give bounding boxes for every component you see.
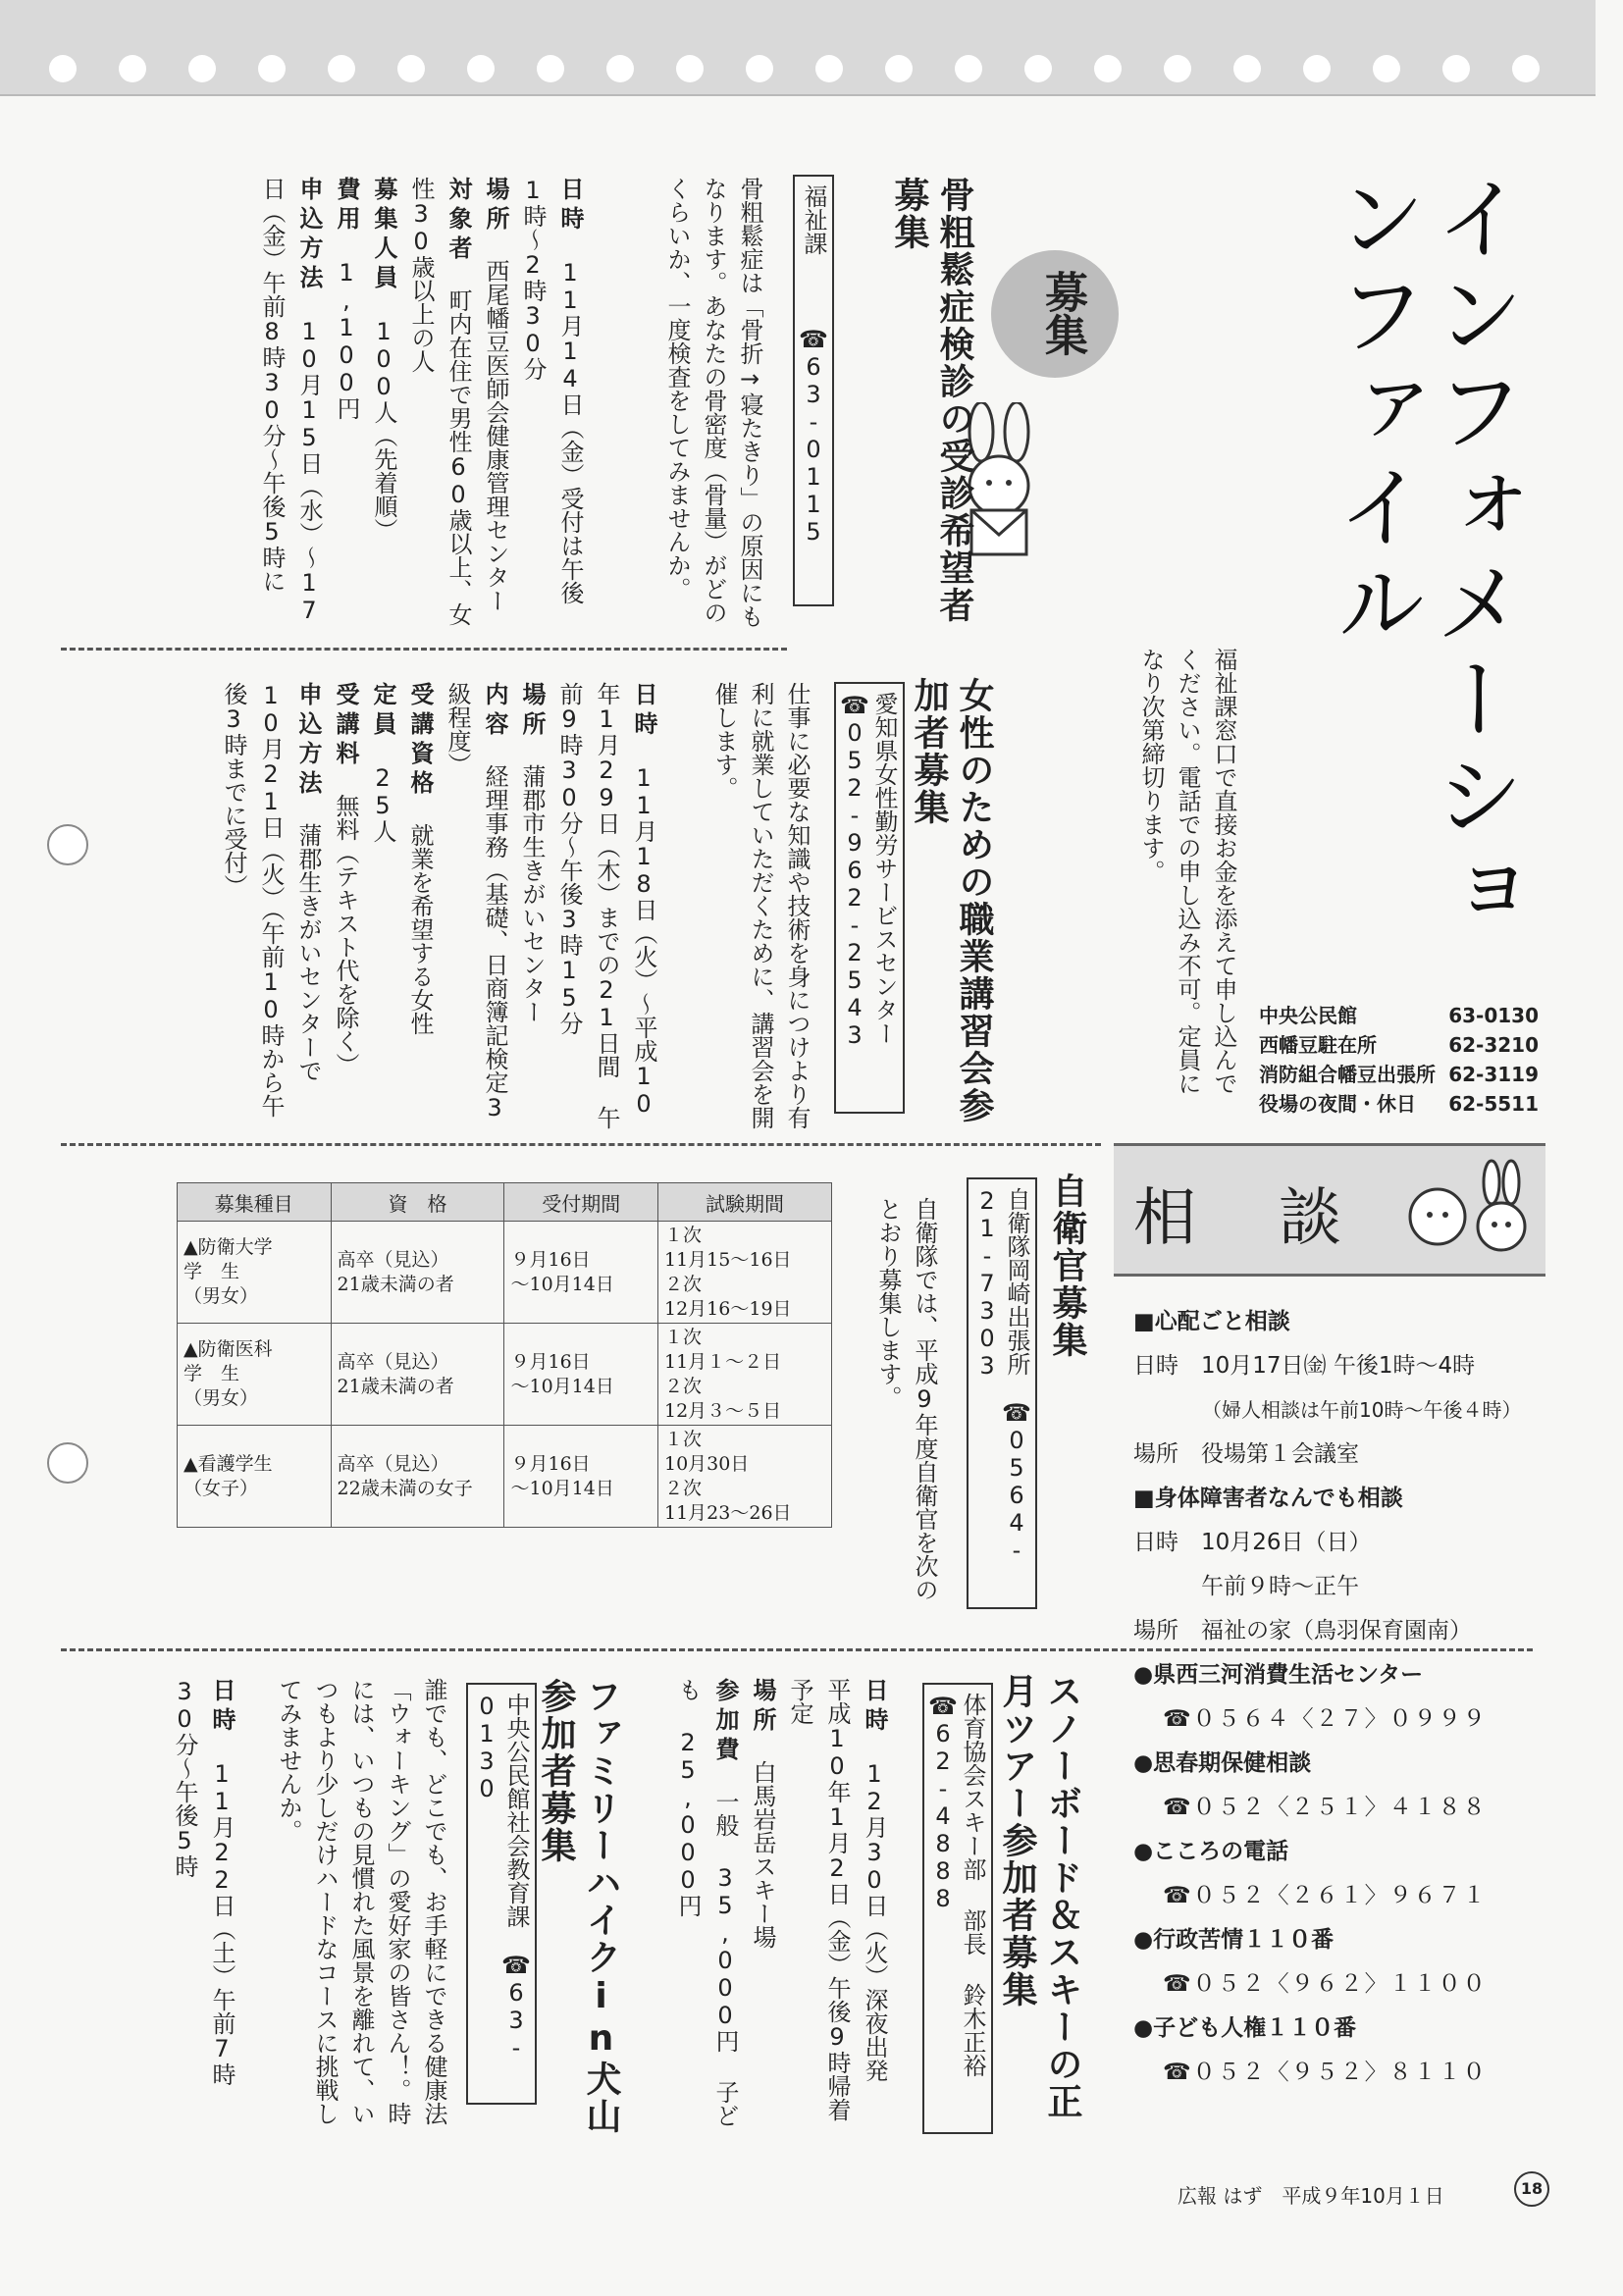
table-cell-qual: 高卒（見込） 21歳未満の者 — [331, 1222, 504, 1324]
page-title: インフォメーションファイル — [1322, 172, 1525, 941]
sodan-item: ☎０５２〈２６１〉９６７１ — [1163, 1883, 1488, 1908]
table-cell-apply: ９月16日 ～10月14日 — [504, 1426, 658, 1528]
org-phone: ☎0564-21-7303 — [973, 1187, 1030, 1564]
sodan-item: ●行政苦情１１０番 — [1133, 1927, 1335, 1953]
table-row — [178, 1222, 832, 1324]
table-cell-kind: ▲看護学生 （女子） — [178, 1426, 332, 1528]
field-row: 日時 11月22日（土）午前7時30分～午後5時 — [171, 1678, 236, 2086]
sodan-item: ●こころの電話 — [1133, 1839, 1289, 1864]
field-row: 受講料 無料（テキスト代を除く） — [332, 682, 359, 1076]
kotsuso-dept-box — [793, 175, 834, 606]
table-cell-apply: ９月16日 ～10月14日 — [504, 1222, 658, 1324]
field-row: 募集人員 100人（先着順） — [370, 177, 397, 542]
field-row: 内容 経理事務（基礎、日商簿記検定3級程度） — [444, 682, 508, 1122]
field-row: 日時 11月14日（金）受付は午後1時～2時30分 — [519, 177, 584, 604]
jieikan-title: 自衛官募集 — [1047, 1173, 1087, 1359]
punch-hole — [47, 824, 88, 865]
hike-org-box — [466, 1683, 537, 2105]
boshu-label: 募集 — [1037, 270, 1087, 356]
org-phone: ☎62-4888 — [929, 1693, 957, 1912]
sodan-item: ☎０５２〈９６２〉１１００ — [1163, 1971, 1488, 1997]
page-number: 18 — [1514, 2171, 1549, 2207]
contact-name: 西幡豆駐在所 — [1259, 1033, 1377, 1057]
contact-number: 63-0130 — [1448, 1004, 1539, 1027]
hike-body: 誰でも、どこでも、お手軽にできる健康法「ウォーキング」の愛好家の皆さん！。時には、いつもの見慣れた風景を離れて、いつもより少しだけハードなコースに挑戦してみませんか。 — [275, 1678, 447, 2125]
sodan-item: ☎０５２〈２５１〉４１８８ — [1163, 1795, 1488, 1820]
binder-hole — [815, 55, 843, 82]
sodan-item: 場所 役場第１会議室 — [1133, 1441, 1359, 1467]
org-name: 自衛隊岡崎出張所 — [1003, 1187, 1030, 1376]
field-row: 場所 白馬岩岳スキー場 — [749, 1678, 776, 1949]
binder-hole — [119, 55, 146, 82]
contact-number: 62-3119 — [1448, 1063, 1539, 1086]
sodan-item: 午前９時～正午 — [1133, 1574, 1359, 1599]
jieikan-org-box — [967, 1177, 1037, 1609]
table-cell-apply: ９月16日 ～10月14日 — [504, 1324, 658, 1426]
binder-hole — [885, 55, 913, 82]
sodan-item: ■身体障害者なんでも相談 — [1133, 1486, 1403, 1511]
sodan-item: （婦人相談は午前10時～午後４時） — [1202, 1398, 1522, 1422]
binder-hole — [258, 55, 286, 82]
org-phone: ☎052-962-2543 — [841, 692, 868, 1049]
snow-title: スノーボード＆スキーの正月ツアー参加者募集 — [997, 1673, 1082, 2120]
contact-list — [1259, 1001, 1539, 1119]
sodan-item: ●思春期保健相談 — [1133, 1750, 1312, 1776]
field-row: 受講資格 就業を希望する女性 — [406, 682, 434, 1035]
table-cell-qual: 高卒（見込） 21歳未満の者 — [331, 1324, 504, 1426]
binder-strip — [0, 0, 1596, 96]
table-row — [178, 1324, 832, 1426]
field-row: 日時 11月18日（火）～平成10年1月29日（木）までの21日間 午前9時30分～午後3時15分 — [555, 682, 657, 1129]
josei-org-box — [834, 682, 905, 1114]
sodan-item: ●子ども人権１１０番 — [1133, 2015, 1357, 2041]
binder-hole — [537, 55, 564, 82]
table-cell-exam: １次 11月15～16日 ２次 12月16～19日 — [658, 1222, 832, 1324]
contact-name: 消防組合幡豆出張所 — [1259, 1063, 1436, 1086]
field-row: 費用 1,100円 — [333, 177, 360, 420]
org-name: 中央公民館社会教育課 — [502, 1693, 530, 1928]
divider — [61, 648, 787, 651]
boshu-badge — [991, 250, 1119, 378]
binder-hole — [1373, 55, 1400, 82]
binder-hole — [1512, 55, 1540, 82]
binder-hole — [49, 55, 77, 82]
table-header: 資 格 — [331, 1183, 504, 1222]
table-row — [178, 1426, 832, 1528]
table-header: 試験期間 — [658, 1183, 832, 1222]
sodan-item: 日時 10月17日㈮ 午後1時～4時 — [1133, 1353, 1476, 1379]
table-cell-qual: 高卒（見込） 22歳未満の女子 — [331, 1426, 504, 1528]
sodan-item: ●県西三河消費生活センター — [1133, 1662, 1424, 1688]
field-row: 対象者 町内在住で男性60歳以上、女性30歳以上の人 — [407, 177, 472, 626]
footer-text: 広報 はず 平成９年10月１日 — [1178, 2184, 1444, 2208]
binder-hole — [467, 55, 495, 82]
table-cell-exam: １次 11月１～２日 ２次 12月３～５日 — [658, 1324, 832, 1426]
josei-body: 仕事に必要な知識や技術を身につけより有利に就業していただくために、講習会を開催します。 — [710, 682, 811, 1129]
sodan-list — [1133, 1300, 1545, 2095]
binder-hole — [328, 55, 355, 82]
binder-hole — [1233, 55, 1261, 82]
binder-hole — [1024, 55, 1052, 82]
field-row: 申込方法 蒲郡生きがいセンターで10月21日（火）（午前10時から午後3時までに受付） — [220, 682, 322, 1118]
hike-title: ファミリーハイクin犬山参加者募集 — [536, 1678, 621, 2135]
field-row: 場所 西尾幡豆医師会健康管理センター — [482, 177, 509, 612]
snow-fields — [638, 1678, 893, 2129]
punch-hole — [47, 1442, 88, 1484]
kotsuso-continued: 福祉課窓口で直接お金を添えて申し込んでください。電話での申し込み不可。定員になり次第締切ります。 — [1137, 648, 1237, 1095]
rabbit-monkey-icon — [1398, 1158, 1536, 1266]
sodan-item: ☎０５２〈９５２〉８１１０ — [1163, 2060, 1488, 2085]
snow-org-box — [922, 1683, 993, 2134]
binder-hole — [1094, 55, 1122, 82]
jieikan-body: 自衛隊では、平成9年度自衛官を次のとおり募集します。 — [874, 1197, 938, 1601]
josei-fields — [172, 682, 662, 1133]
kotsuso-title: 骨粗鬆症検診の受診希望者募集 — [889, 177, 974, 624]
sodan-header — [1114, 1143, 1545, 1277]
org-phone: ☎63-0130 — [473, 1693, 530, 2061]
kotsuso-body: 骨粗鬆症は「骨折→寝たきり」の原因にもなります。あなたの骨密度（骨量）がどのくらいか、一度検査をしてみませんか。 — [663, 177, 763, 628]
field-row: 定員 25人 — [369, 682, 396, 843]
binder-hole — [1164, 55, 1191, 82]
kotsuso-fields — [177, 177, 589, 628]
dept-name: 福祉課 — [800, 184, 827, 255]
sodan-item: 場所 福祉の家（鳥羽保育園南） — [1133, 1618, 1472, 1644]
table-cell-exam: １次 10月30日 ２次 11月23～26日 — [658, 1426, 832, 1528]
sodan-title: 相 談 — [1133, 1182, 1351, 1255]
contact-name: 役場の夜間・休日 — [1259, 1092, 1416, 1116]
binder-hole — [1303, 55, 1331, 82]
binder-hole — [746, 55, 773, 82]
contact-name: 中央公民館 — [1259, 1004, 1357, 1027]
jieikan-table — [177, 1182, 832, 1528]
field-row: 申込方法 10月15日（水）～17日（金）午前8時30分～午後5時に — [258, 177, 323, 624]
dept-phone: ☎63-0115 — [800, 326, 827, 546]
divider — [61, 1143, 1101, 1146]
contact-number: 62-3210 — [1448, 1033, 1539, 1057]
contact-number: 62-5511 — [1448, 1092, 1539, 1116]
hike-fields — [172, 1678, 240, 2129]
org-name: 愛知県女性勤労サービスセンター — [870, 692, 898, 1045]
binder-hole — [676, 55, 704, 82]
josei-title: 女性のための職業講習会参加者募集 — [909, 677, 994, 1124]
binder-hole — [1442, 55, 1470, 82]
table-header: 受付期間 — [504, 1183, 658, 1222]
binder-hole — [606, 55, 634, 82]
field-row: 場所 蒲郡市生きがいセンター — [518, 682, 546, 1023]
binder-hole — [955, 55, 982, 82]
org-name: 体育協会スキー部 部長 鈴木正裕 — [959, 1693, 986, 2077]
table-header: 募集種目 — [178, 1183, 332, 1222]
table-cell-kind: ▲防衛大学 学 生 （男女） — [178, 1222, 332, 1324]
table-cell-kind: ▲防衛医科 学 生 （男女） — [178, 1324, 332, 1426]
sodan-item: ■心配ごと相談 — [1133, 1309, 1290, 1334]
sodan-item: ☎０５６４〈２７〉０９９９ — [1163, 1706, 1488, 1732]
field-row: 日時 12月30日（火）深夜出発 平成10年1月2日（金）午後9時帰着予定 — [786, 1678, 888, 2121]
binder-hole — [188, 55, 216, 82]
field-row: 参加費 一般 35,000円 子ども 25,000円 — [674, 1678, 739, 2127]
sodan-item: 日時 10月26日（日） — [1133, 1530, 1372, 1555]
binder-hole — [397, 55, 425, 82]
